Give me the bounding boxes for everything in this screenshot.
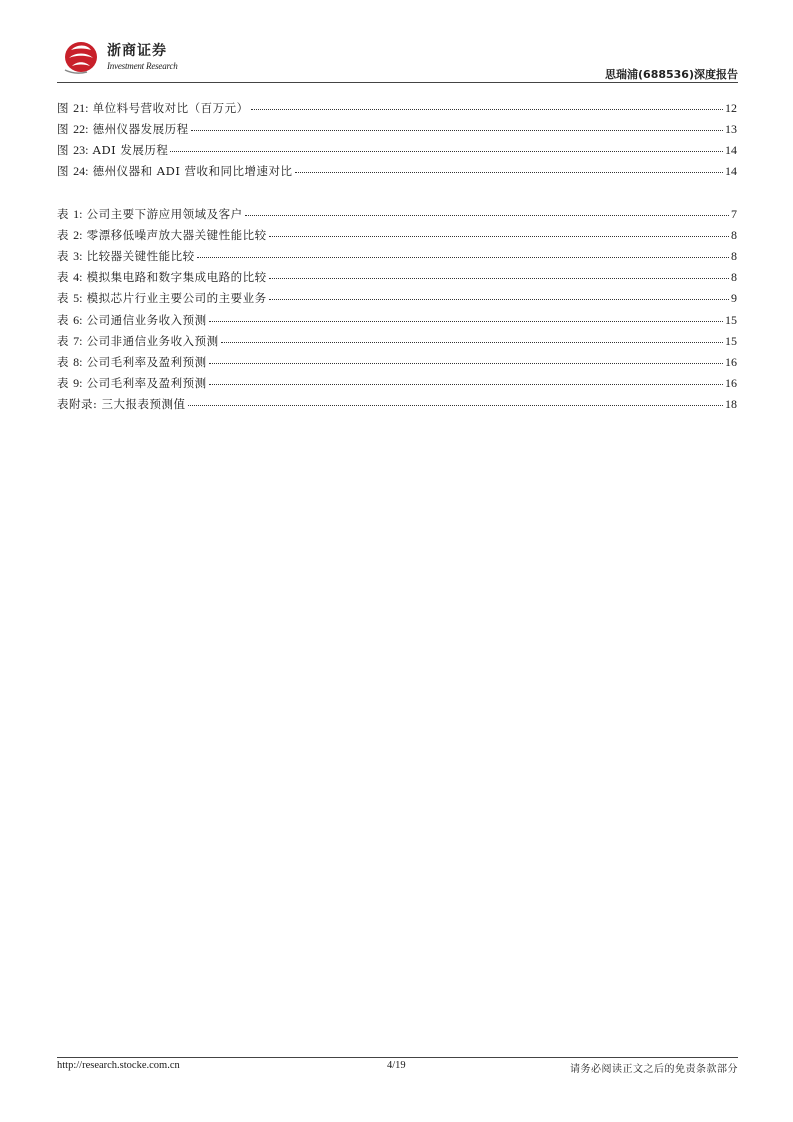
toc-entry-table-7[interactable] bbox=[57, 332, 737, 350]
dot-leader bbox=[245, 203, 729, 216]
entry-prefix: 表 bbox=[57, 228, 69, 242]
entry-page-number: 15 bbox=[725, 334, 737, 348]
entry-number: 1: bbox=[73, 207, 83, 221]
report-title: 思瑞浦(688536)深度报告 bbox=[605, 68, 738, 81]
entry-number: 4: bbox=[73, 270, 83, 284]
entry-prefix: 表 bbox=[57, 355, 69, 369]
entry-number: 3: bbox=[73, 249, 83, 263]
toc-entry-figure-22[interactable] bbox=[57, 120, 737, 138]
footer-disclaimer: 请务必阅读正文之后的免责条款部分 bbox=[570, 1064, 738, 1075]
dot-leader bbox=[221, 330, 723, 343]
footer-url-link[interactable]: http://research.stocke.com.cn bbox=[57, 1060, 180, 1071]
toc-entry-table-9[interactable] bbox=[57, 374, 737, 392]
entry-page-number: 12 bbox=[725, 101, 737, 115]
toc-entry-table-2[interactable] bbox=[57, 226, 737, 244]
entry-page-number: 16 bbox=[725, 376, 737, 390]
brand-name-en: Investment Research bbox=[107, 61, 178, 71]
entry-prefix: 表 bbox=[57, 334, 69, 348]
entry-prefix: 表 bbox=[57, 291, 69, 305]
entry-prefix: 表 bbox=[57, 270, 69, 284]
footer-page-number: 4/19 bbox=[387, 1060, 406, 1071]
entry-page-number: 8 bbox=[731, 270, 737, 284]
entry-number: 5: bbox=[73, 291, 83, 305]
entry-number: 21: bbox=[73, 101, 89, 115]
entry-prefix: 表 bbox=[57, 313, 69, 327]
entry-page-number: 18 bbox=[725, 397, 737, 411]
entry-title: 模拟集电路和数字集成电路的比较 bbox=[86, 270, 267, 284]
entry-prefix: 图 bbox=[57, 101, 69, 115]
entry-prefix: 表 bbox=[57, 249, 69, 263]
header-divider bbox=[57, 82, 738, 83]
entry-title: 德州仪器发展历程 bbox=[92, 122, 189, 136]
toc-entry-figure-24[interactable] bbox=[57, 162, 737, 180]
toc-entry-table-5[interactable] bbox=[57, 289, 737, 307]
brand-name-cn: 浙商证券 bbox=[107, 43, 167, 59]
entry-page-number: 16 bbox=[725, 355, 737, 369]
entry-title: 单位料号营收对比（百万元） bbox=[92, 101, 249, 115]
dot-leader bbox=[170, 139, 723, 152]
entry-prefix: 图 bbox=[57, 122, 69, 136]
entry-title: 公司非通信业务收入预测 bbox=[86, 334, 219, 348]
stocke-logo-icon bbox=[61, 36, 101, 76]
entry-page-number: 8 bbox=[731, 228, 737, 242]
entry-number: 2: bbox=[73, 228, 83, 242]
entry-page-number: 8 bbox=[731, 249, 737, 263]
footer-divider bbox=[57, 1057, 738, 1058]
entry-prefix: 表附录: bbox=[57, 397, 98, 411]
dot-leader bbox=[269, 224, 729, 237]
entry-title: 零漂移低噪声放大器关键性能比较 bbox=[86, 228, 267, 242]
entry-title: 三大报表预测值 bbox=[101, 397, 186, 411]
dot-leader bbox=[251, 97, 723, 110]
dot-leader bbox=[209, 309, 723, 322]
entry-prefix: 表 bbox=[57, 207, 69, 221]
dot-leader bbox=[209, 372, 723, 385]
entry-page-number: 9 bbox=[731, 291, 737, 305]
page-header bbox=[57, 34, 738, 84]
toc-entry-table-appendix[interactable] bbox=[57, 395, 737, 413]
entry-number: 7: bbox=[73, 334, 83, 348]
entry-title: 公司主要下游应用领域及客户 bbox=[86, 207, 243, 221]
page-footer bbox=[57, 1060, 738, 1076]
entry-number: 6: bbox=[73, 313, 83, 327]
entry-title: 模拟芯片行业主要公司的主要业务 bbox=[86, 291, 267, 305]
entry-prefix: 图 bbox=[57, 164, 69, 178]
toc-entry-figure-23[interactable] bbox=[57, 141, 737, 159]
entry-page-number: 15 bbox=[725, 313, 737, 327]
dot-leader bbox=[269, 266, 729, 279]
toc-entry-figure-21[interactable] bbox=[57, 99, 737, 117]
entry-title: 公司通信业务收入预测 bbox=[86, 313, 207, 327]
entry-prefix: 表 bbox=[57, 376, 69, 390]
entry-number: 24: bbox=[73, 164, 89, 178]
entry-title: 公司毛利率及盈利预测 bbox=[86, 376, 207, 390]
entry-page-number: 14 bbox=[725, 143, 737, 157]
toc-entry-table-1[interactable] bbox=[57, 205, 737, 223]
entry-number: 23: bbox=[73, 143, 89, 157]
dot-leader bbox=[197, 245, 729, 258]
dot-leader bbox=[191, 118, 723, 131]
toc-entry-table-3[interactable] bbox=[57, 247, 737, 265]
entry-title: ADI 发展历程 bbox=[92, 143, 169, 157]
entry-title: 公司毛利率及盈利预测 bbox=[86, 355, 207, 369]
entry-number: 8: bbox=[73, 355, 83, 369]
entry-title: 比较器关键性能比较 bbox=[86, 249, 195, 263]
entry-number: 22: bbox=[73, 122, 89, 136]
dot-leader bbox=[269, 287, 729, 300]
toc-entry-table-8[interactable] bbox=[57, 353, 737, 371]
entry-title: 德州仪器和 ADI 营收和同比增速对比 bbox=[92, 164, 293, 178]
dot-leader bbox=[295, 160, 723, 173]
entry-prefix: 图 bbox=[57, 143, 69, 157]
entry-page-number: 7 bbox=[731, 207, 737, 221]
entry-number: 9: bbox=[73, 376, 83, 390]
toc-entry-table-6[interactable] bbox=[57, 311, 737, 329]
entry-page-number: 14 bbox=[725, 164, 737, 178]
toc-entry-table-4[interactable] bbox=[57, 268, 737, 286]
dot-leader bbox=[188, 393, 723, 406]
entry-page-number: 13 bbox=[725, 122, 737, 136]
dot-leader bbox=[209, 351, 723, 364]
